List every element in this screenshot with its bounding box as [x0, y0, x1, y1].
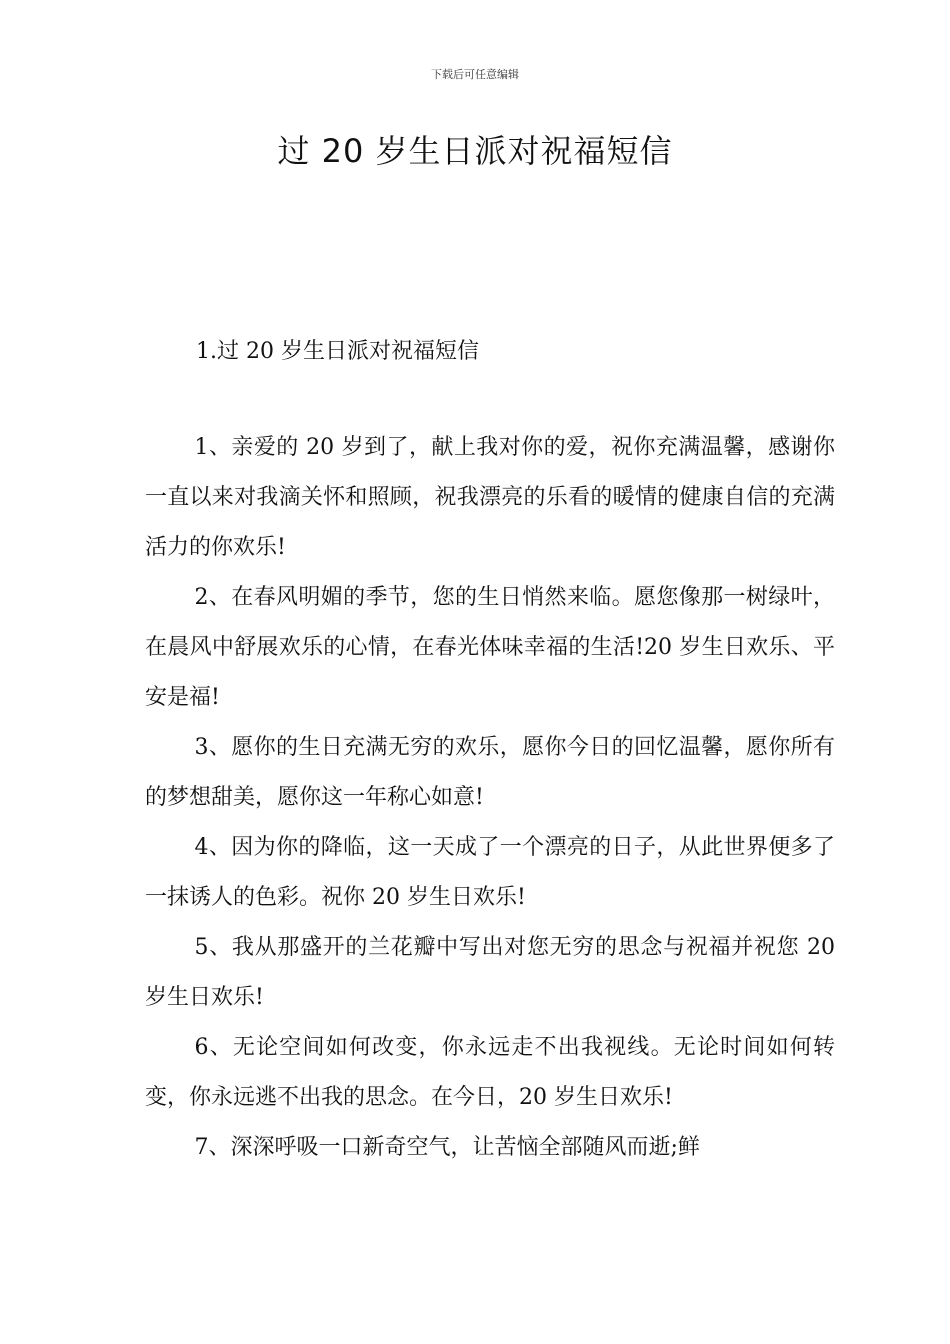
document-title: 过 20 岁生日派对祝福短信	[277, 132, 673, 170]
section-heading: 1.过 20 岁生日派对祝福短信	[196, 339, 479, 364]
header-note: 下载后可任意编辑	[431, 68, 519, 81]
message-paragraph: 5、我从那盛开的兰花瓣中写出对您无穷的思念与祝福并祝您 20 岁生日欢乐!	[145, 935, 835, 1010]
message-paragraph: 6、无论空间如何改变，你永远走不出我视线。无论时间如何转变，你永远逃不出我的思念。在今日，20 岁生日欢乐!	[145, 1035, 835, 1110]
message-list	[145, 423, 835, 1173]
message-paragraph: 4、因为你的降临，这一天成了一个漂亮的日子，从此世界便多了一抹诱人的色彩。祝你 20 岁生日欢乐!	[145, 835, 835, 910]
message-paragraph: 3、愿你的生日充满无穷的欢乐，愿你今日的回忆温馨，愿你所有的梦想甜美，愿你这一年称心如意!	[145, 735, 835, 810]
message-paragraph: 1、亲爱的 20 岁到了，献上我对你的爱，祝你充满温馨，感谢你一直以来对我滴关怀和照顾，祝我漂亮的乐看的暖情的健康自信的充满活力的你欢乐!	[145, 435, 835, 560]
message-paragraph: 7、深深呼吸一口新奇空气，让苦恼全部随风而逝;鲜	[194, 1135, 700, 1160]
message-paragraph: 2、在春风明媚的季节，您的生日悄然来临。愿您像那一树绿叶，在晨风中舒展欢乐的心情，在春光体味幸福的生活!20 岁生日欢乐、平安是福!	[145, 585, 835, 710]
